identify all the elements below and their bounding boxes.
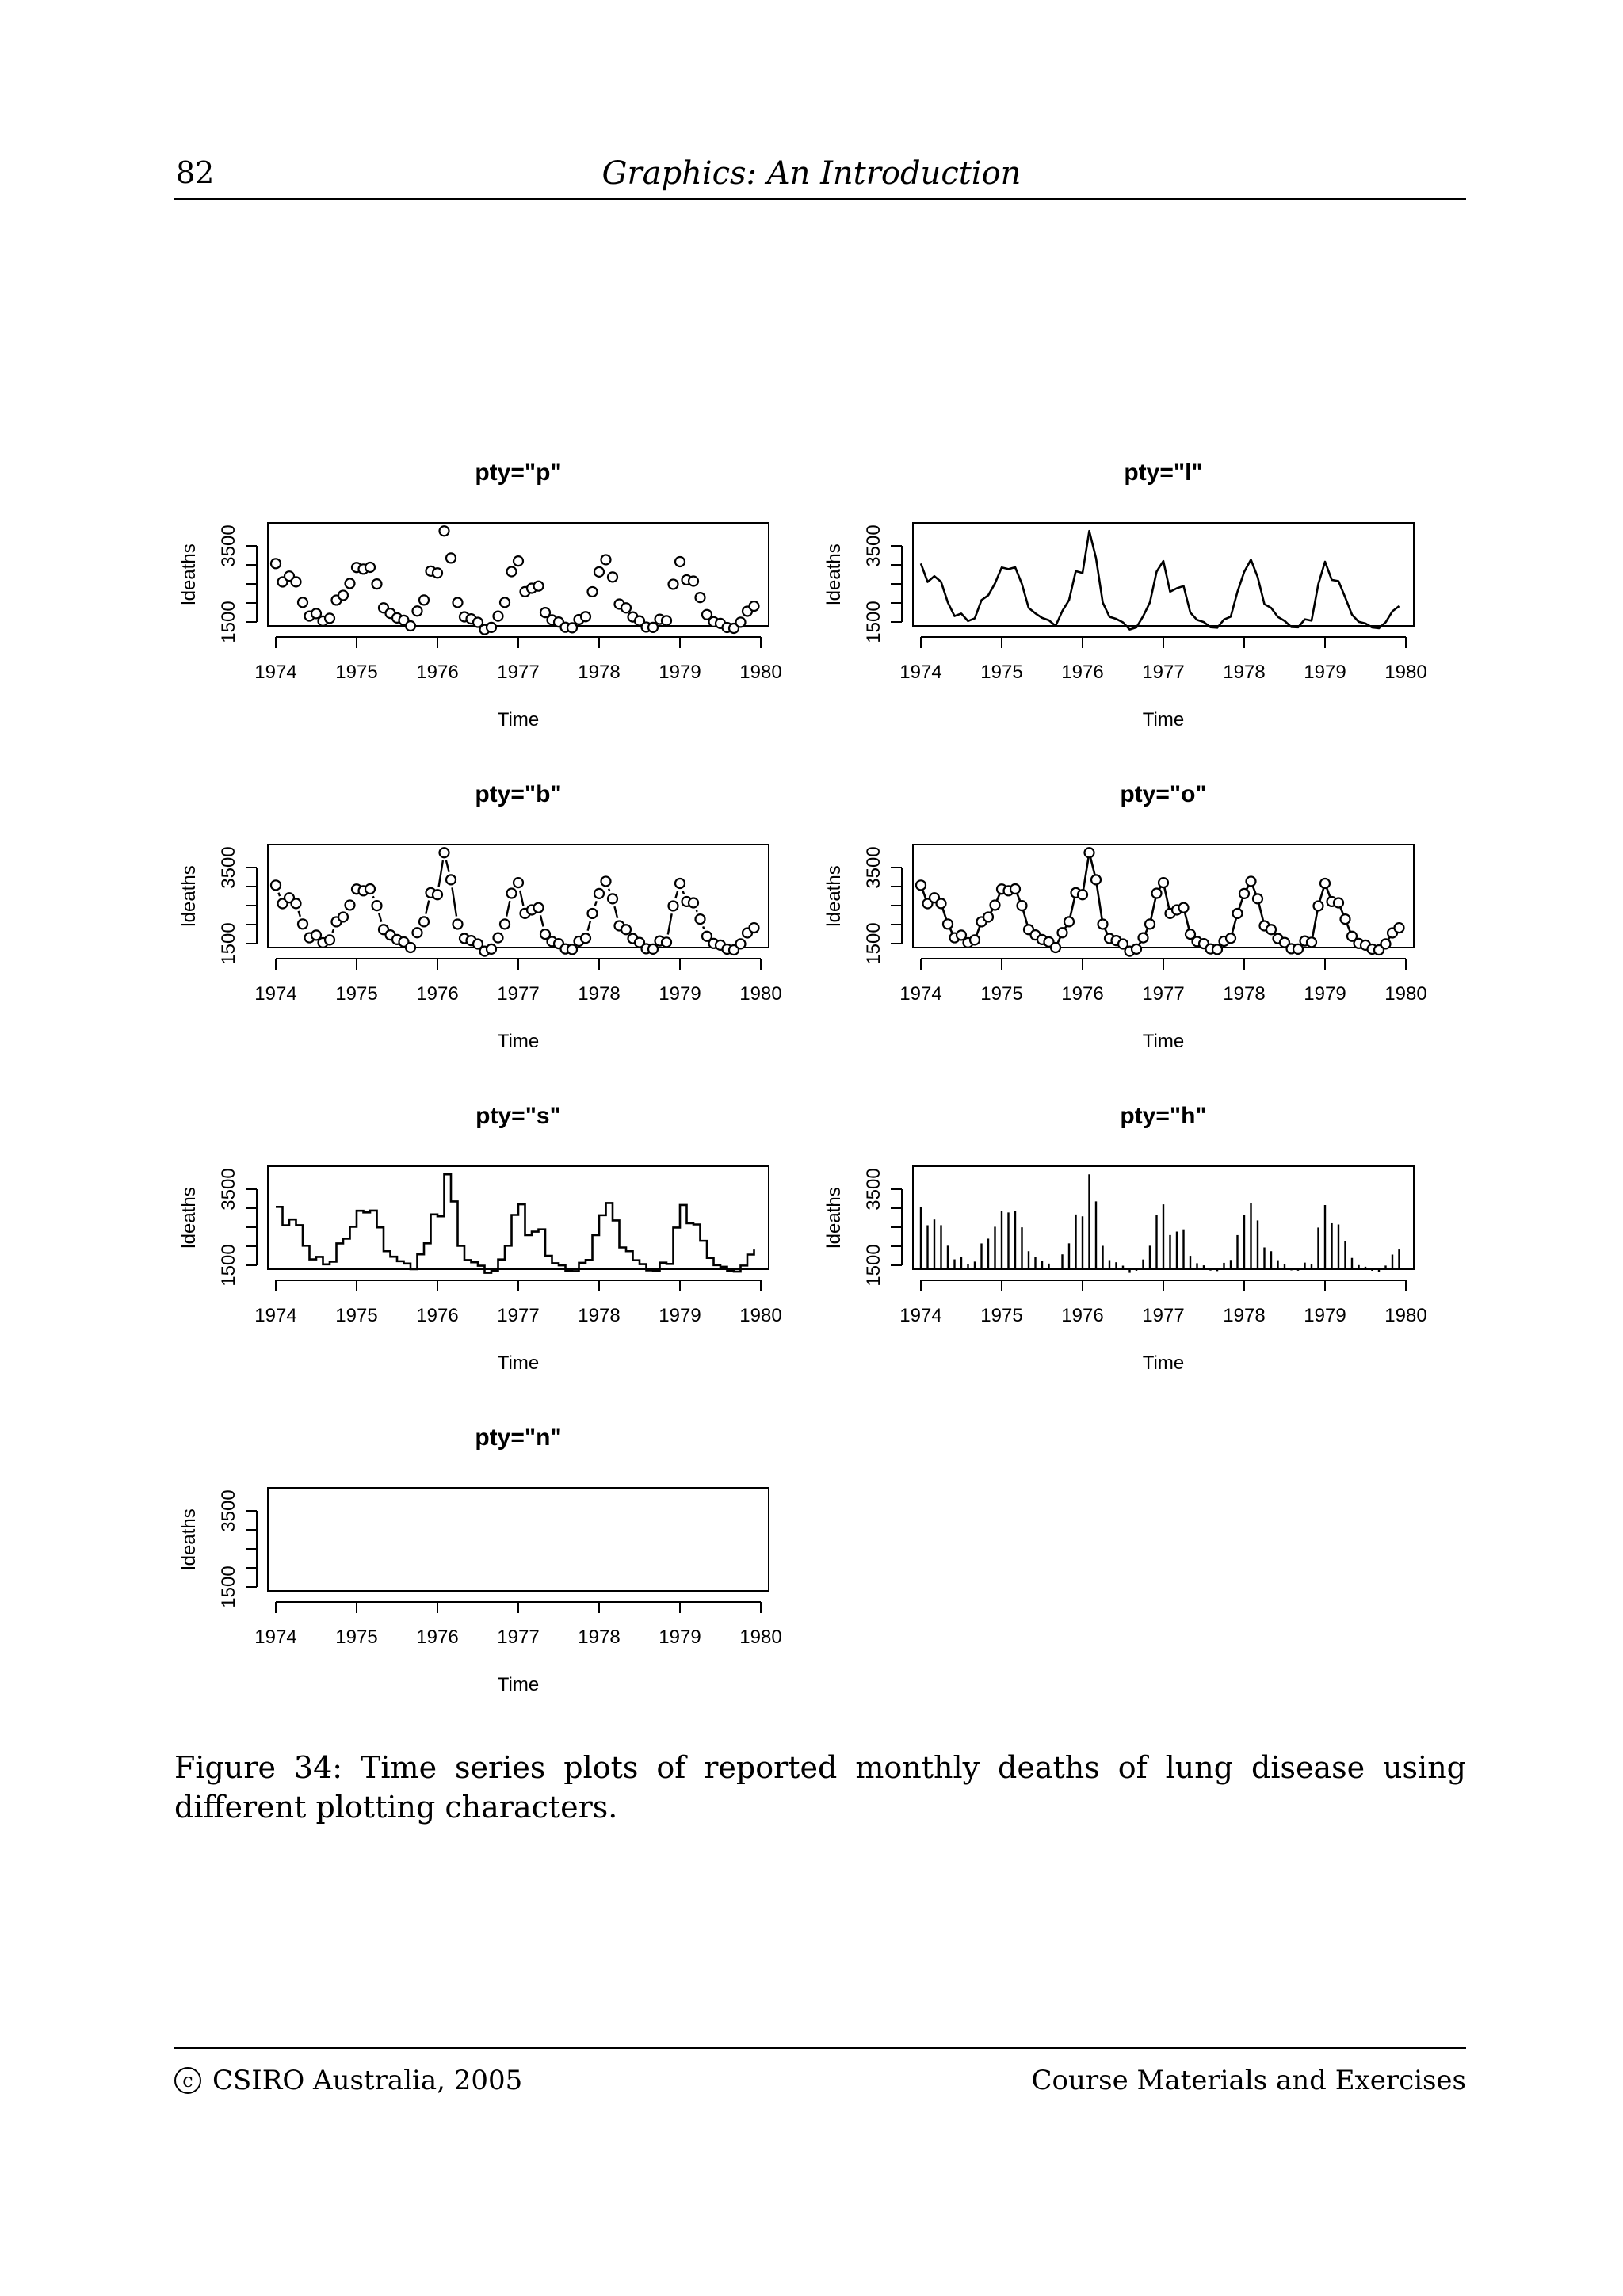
y-tick-label: 1500 [218,1244,239,1287]
series-segment [520,891,523,906]
series-segment [446,860,449,872]
series-segment [506,901,510,916]
data-point [1159,878,1168,887]
x-tick-label: 1974 [899,662,942,683]
data-point [621,603,631,612]
header-rule [174,198,1466,200]
running-header-title: Graphics: An Introduction [601,155,1022,192]
data-point [736,617,746,627]
x-tick-label: 1974 [254,662,297,683]
data-point [750,923,759,933]
data-point [601,555,611,564]
data-point [689,898,698,907]
footer-copyright-text: CSIRO Australia, 2005 [212,2065,523,2096]
data-point [406,943,415,952]
data-point [916,880,926,890]
data-point [983,912,993,921]
series-segment [595,901,597,906]
x-tick-label: 1974 [254,983,297,1005]
series-segment [439,860,443,887]
x-tick-label: 1978 [1223,1305,1266,1326]
data-point [507,566,517,576]
y-tick-label: 3500 [218,524,239,567]
chart-svg [819,765,1438,1051]
data-point [588,909,598,918]
y-tick-label: 3500 [218,1168,239,1211]
data-point [567,944,577,954]
x-tick-label: 1978 [578,1627,621,1648]
x-axis-label: Time [1142,709,1185,730]
data-point [413,928,422,937]
data-point [1132,944,1141,954]
x-tick-label: 1979 [1304,983,1346,1005]
data-point [419,595,429,605]
data-point [1320,879,1330,888]
chart-svg [174,444,792,729]
data-point [1078,890,1087,899]
data-point [365,884,375,894]
x-tick-label: 1975 [980,662,1023,683]
chart-title: pty="b" [475,781,562,807]
y-tick-label: 1500 [863,922,884,965]
x-tick-label: 1976 [416,983,459,1005]
chart-title: pty="h" [1120,1103,1207,1129]
data-point [943,919,953,929]
chart-title: pty="s" [475,1103,561,1129]
x-tick-label: 1976 [1061,662,1104,683]
data-point [1058,928,1067,937]
y-axis-label: ldeaths [823,1187,845,1249]
x-axis-label: Time [497,1674,540,1695]
series-segment [426,901,429,914]
data-point [581,933,590,943]
data-point [648,944,658,954]
x-tick-label: 1975 [335,983,378,1005]
y-axis-label: ldeaths [823,865,845,927]
y-axis-label: ldeaths [823,543,845,605]
data-point [1179,903,1189,913]
x-tick-label: 1978 [578,662,621,683]
data-point [271,559,281,568]
data-point [648,623,658,632]
data-point [1145,919,1155,929]
x-axis-label: Time [1142,1031,1185,1052]
series-segment [588,921,590,931]
data-point [494,933,503,943]
data-point [1381,939,1391,948]
data-point [440,848,449,857]
data-point [365,563,375,572]
x-tick-label: 1980 [739,983,782,1005]
y-axis-label: ldeaths [178,1187,200,1249]
data-point [487,623,496,632]
data-point [594,889,604,898]
x-tick-label: 1979 [659,662,701,683]
plot-panel-l [819,444,1438,729]
data-point [937,898,946,908]
plot-panel-b [174,765,792,1051]
y-tick-label: 1500 [863,1244,884,1287]
x-tick-label: 1976 [416,1305,459,1326]
data-point [662,616,671,625]
plot-frame [268,1488,769,1591]
data-point [594,567,604,577]
data-point [1307,937,1316,947]
data-point [338,912,348,921]
plot-frame [268,523,769,626]
page-number: 82 [176,155,215,190]
data-point [991,900,1000,910]
y-tick-label: 1500 [218,601,239,643]
x-tick-label: 1977 [1142,1305,1185,1326]
x-tick-label: 1975 [335,662,378,683]
plot-panel-s [174,1087,792,1372]
footer-left [174,2065,522,2096]
data-point [567,623,577,632]
data-point [514,556,523,566]
data-point [292,577,301,586]
x-tick-label: 1980 [1384,662,1427,683]
footer-right-text: Course Materials and Exercises [1031,2065,1466,2096]
data-point [500,919,510,929]
data-point [1233,909,1243,918]
x-tick-label: 1974 [254,1627,297,1648]
data-point [346,578,355,588]
data-point [696,914,705,924]
data-point [534,903,544,913]
chart-svg [174,765,792,1051]
plot-frame [268,1166,769,1269]
series-segment [668,913,672,934]
data-point [372,901,382,910]
y-axis-label: ldeaths [178,865,200,927]
data-point [440,526,449,536]
plot-panel-n [174,1409,792,1694]
x-tick-label: 1980 [739,662,782,683]
series-segment [682,891,684,894]
data-point [1051,943,1060,952]
x-tick-label: 1980 [739,1627,782,1648]
x-tick-label: 1975 [980,983,1023,1005]
plot-panel-h [819,1087,1438,1372]
series-segment [373,896,374,898]
y-tick-label: 3500 [218,846,239,889]
series-segment [299,911,300,917]
series-line [921,531,1400,629]
series-segment [452,887,456,916]
data-point [601,876,611,886]
chart-svg [819,444,1438,729]
data-point [494,612,503,621]
x-axis-label: Time [497,1352,540,1374]
data-point [325,613,334,623]
data-point [736,939,746,948]
series-segment [614,906,617,918]
data-point [1212,944,1222,954]
plot-frame [913,523,1414,626]
x-axis-label: Time [497,709,540,730]
x-tick-label: 1974 [899,983,942,1005]
data-point [406,621,415,631]
x-axis-label: Time [497,1031,540,1052]
data-point [446,553,456,563]
series-steps [276,1174,754,1272]
data-point [689,576,698,585]
data-point [372,579,382,589]
x-tick-label: 1977 [497,983,540,1005]
data-point [338,590,348,600]
data-point [325,935,334,944]
data-point [1334,898,1343,907]
chart-title: pty="l" [1124,460,1203,486]
data-point [500,597,510,607]
y-tick-label: 1500 [218,1566,239,1608]
chart-title: pty="o" [1120,781,1207,807]
y-tick-label: 1500 [218,922,239,965]
plot-panel-o [819,765,1438,1051]
x-axis-label: Time [1142,1352,1185,1374]
data-point [292,898,301,908]
figure-caption: Figure 34: Time series plots of reported monthly deaths of lung disease using different plotting characters. [174,1750,1466,1825]
x-tick-label: 1975 [980,1305,1023,1326]
data-point [608,572,617,582]
x-tick-label: 1974 [899,1305,942,1326]
x-tick-label: 1980 [1384,983,1427,1005]
data-point [608,894,617,903]
data-point [507,888,517,898]
data-point [453,597,463,607]
x-tick-label: 1975 [335,1627,378,1648]
x-tick-label: 1978 [1223,983,1266,1005]
y-axis-label: ldeaths [178,1508,200,1570]
y-tick-label: 3500 [863,846,884,889]
x-tick-label: 1977 [1142,662,1185,683]
x-tick-label: 1979 [659,1305,701,1326]
data-point [346,900,355,910]
data-point [588,587,598,597]
series-segment [703,926,704,929]
chart-title: pty="n" [475,1425,562,1451]
y-axis-label: ldeaths [178,543,200,605]
data-point [1247,876,1256,886]
x-tick-label: 1980 [1384,1305,1427,1326]
data-point [970,935,980,944]
plot-panel-p [174,444,792,729]
data-point [675,557,685,566]
data-point [413,606,422,616]
plot-frame [268,845,769,948]
x-tick-label: 1978 [578,1305,621,1326]
data-point [669,579,678,589]
data-point [433,890,442,899]
x-tick-label: 1974 [254,1305,297,1326]
x-tick-label: 1975 [335,1305,378,1326]
data-point [1253,894,1262,903]
data-point [621,925,631,934]
data-point [1152,888,1162,898]
data-point [433,568,442,578]
y-tick-label: 1500 [863,601,884,643]
data-point [750,601,759,611]
x-tick-label: 1979 [1304,662,1346,683]
data-point [1085,848,1094,857]
x-tick-label: 1979 [659,1627,701,1648]
copyright-icon: c [174,2067,201,2094]
series-segment [675,891,678,898]
x-tick-label: 1976 [416,662,459,683]
plot-frame [913,845,1414,948]
data-point [696,593,705,602]
series-segment [379,913,381,922]
series-segment [278,893,280,896]
data-point [419,917,429,926]
footer-rule [174,2047,1466,2049]
data-point [534,582,544,591]
series-segment [332,929,334,933]
x-tick-label: 1976 [1061,983,1104,1005]
series-segment [540,915,544,926]
data-point [1064,917,1074,926]
data-point [298,597,307,607]
data-point [1395,923,1404,933]
data-point [1266,925,1276,934]
x-tick-label: 1977 [497,662,540,683]
data-point [453,919,463,929]
x-tick-label: 1980 [739,1305,782,1326]
data-point [298,919,307,929]
data-point [1314,901,1323,910]
data-point [1091,875,1101,884]
data-point [1293,944,1303,954]
data-point [1098,919,1108,929]
x-tick-label: 1978 [1223,662,1266,683]
y-tick-label: 3500 [863,1168,884,1211]
data-point [1226,933,1235,943]
data-point [271,880,281,890]
chart-title: pty="p" [475,460,562,486]
x-tick-label: 1978 [578,983,621,1005]
x-tick-label: 1977 [497,1305,540,1326]
chart-svg [174,1409,792,1694]
chart-svg [819,1087,1438,1372]
y-tick-label: 3500 [863,524,884,567]
data-point [581,612,590,621]
data-point [669,901,678,910]
data-point [514,878,523,887]
data-point [1239,889,1249,898]
x-tick-label: 1977 [1142,983,1185,1005]
data-point [1341,914,1350,924]
data-point [487,944,496,954]
data-point [662,937,671,947]
x-tick-label: 1979 [659,983,701,1005]
x-tick-label: 1979 [1304,1305,1346,1326]
data-point [446,875,456,884]
chart-svg [174,1087,792,1372]
x-tick-label: 1976 [1061,1305,1104,1326]
data-point [1010,884,1020,894]
data-point [675,879,685,888]
data-point [1139,933,1148,943]
data-point [1018,901,1027,910]
y-tick-label: 3500 [218,1489,239,1532]
x-tick-label: 1977 [497,1627,540,1648]
x-tick-label: 1976 [416,1627,459,1648]
